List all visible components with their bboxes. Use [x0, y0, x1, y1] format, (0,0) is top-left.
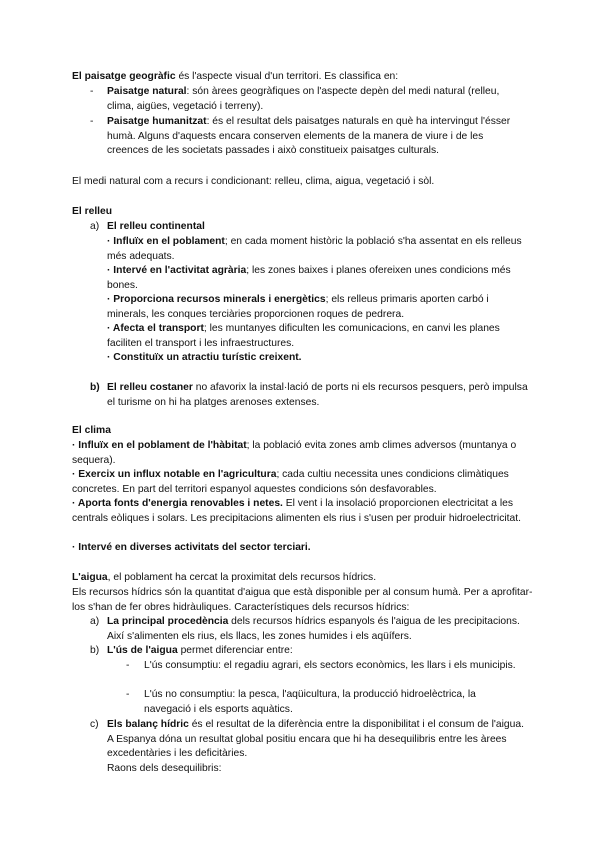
- intro-item-humanitzat: [107, 115, 527, 159]
- relleu-bullet: · Afecta el transport; les muntanyes dificulten les comunicacions, en canvi les planes faciliten el transport i les infraestructures.: [107, 323, 500, 349]
- intro-text: és l'aspecte visual d'un territori. Es classifica en:: [175, 71, 399, 82]
- aigua-item-marker: b): [90, 645, 100, 656]
- intro-item-term: Paisatge humanitzat: [107, 116, 207, 127]
- relleu-b-marker: b): [90, 382, 100, 393]
- aigua-use-marker: -: [126, 689, 130, 700]
- aigua-use-marker: -: [126, 660, 130, 671]
- aigua-item-marker: a): [90, 616, 100, 627]
- relleu-a-marker: a): [90, 221, 100, 232]
- relleu-bullet: · Intervé en l'activitat agrària; les zones baixes i planes ofereixen unes condicions més bones.: [107, 265, 511, 291]
- relleu-bullet: · Proporciona recursos minerals i energètics; els relleus primaris aporten carbó i minerals, les conques terciàries proporcionen roques de pedrera.: [107, 294, 489, 320]
- intro-item-marker: -: [90, 86, 94, 97]
- relleu-heading: El relleu: [72, 206, 113, 217]
- relleu-a-title: El relleu continental: [107, 221, 205, 232]
- medi-paragraph: El medi natural com a recurs i condicionant: relleu, clima, aigua, vegetació i sòl.: [72, 176, 435, 187]
- clima-bullet: · Intervé en diverses activitats del sector terciari.: [72, 542, 311, 553]
- aigua-item: L'ús de l'aigua permet diferenciar entre:: [107, 645, 293, 656]
- intro-paragraph: [72, 70, 532, 85]
- aigua-item-marker: c): [90, 719, 99, 730]
- intro-item-natural: [107, 85, 527, 114]
- aigua-item: La principal procedència dels recursos hídrics espanyols és l'aigua de les precipitacions. Així s'alimenten els rius, els llacs, les zones humides i els aqüífers.: [107, 616, 520, 642]
- intro-item-text: : és el resultat dels paisatges naturals en què ha intervingut l'ésser humà. Alguns d'aquests encara conserven elements de la manera de viure i de les creences de les societats passades i això constitueix paisatges culturals.: [107, 116, 511, 157]
- relleu-bullet: · Constituïx un atractiu turístic creixent.: [107, 352, 302, 363]
- aigua-intro: Els recursos hídrics són la quantitat d'aigua que està disponible per al consum humà. Per a aprofitar-los s'han de fer obres hidràuliques. Característiques dels recursos hídrics:: [72, 587, 533, 613]
- clima-heading: El clima: [72, 425, 111, 436]
- aigua-item: Els balanç hídric és el resultat de la diferència entre la disponibilitat i el consum de l'aigua. A Espanya dóna un resultat global positiu encara que hi ha desequilibris entre les àrees excedentàries i les deficitàries.: [107, 719, 524, 760]
- aigua-heading: L'aigua, el poblament ha cercat la proximitat dels recursos hídrics.: [72, 572, 377, 583]
- clima-bullet: · Aporta fonts d'energia renovables i netes. El vent i la insolació proporcionen electricitat a les centrals eòliques i solars. Les precipitacions alimenten els rius i s'usen per produir hidroelectricitat.: [72, 498, 521, 524]
- intro-item-marker: -: [90, 116, 94, 127]
- intro-item-term: Paisatge natural: [107, 86, 187, 97]
- intro-title: El paisatge geogràfic: [72, 71, 176, 82]
- aigua-use: L'ús consumptiu: el regadiu agrari, els sectors econòmics, les llars i els municipis.: [144, 660, 516, 671]
- relleu-b-paragraph: El relleu costaner no afavorix la instal·lació de ports ni els recursos pesquers, però impulsa el turisme on hi ha platges arenoses extenses.: [107, 382, 528, 408]
- relleu-bullet: · Influïx en el poblament; en cada moment històric la població s'ha assentat en els relleus més adequats.: [107, 236, 522, 262]
- intro-item-text: : són àrees geogràfiques on l'aspecte depèn del medi natural (relleu, clima, aigües, vegetació i terreny).: [107, 86, 500, 112]
- aigua-reasons: Raons dels desequilibris:: [107, 763, 222, 774]
- clima-bullet: · Exercix un influx notable en l'agricultura; cada cultiu necessita unes condicions climàtiques concretes. En part del territori espanyol aquestes condicions són desfavorables.: [72, 469, 509, 495]
- clima-bullet: · Influïx en el poblament de l'hàbitat; la població evita zones amb climes adversos (muntanya o sequera).: [72, 440, 517, 466]
- aigua-use: L'ús no consumptiu: la pesca, l'aqüicultura, la producció hidroelèctrica, la navegació i els esports aquàtics.: [144, 689, 476, 715]
